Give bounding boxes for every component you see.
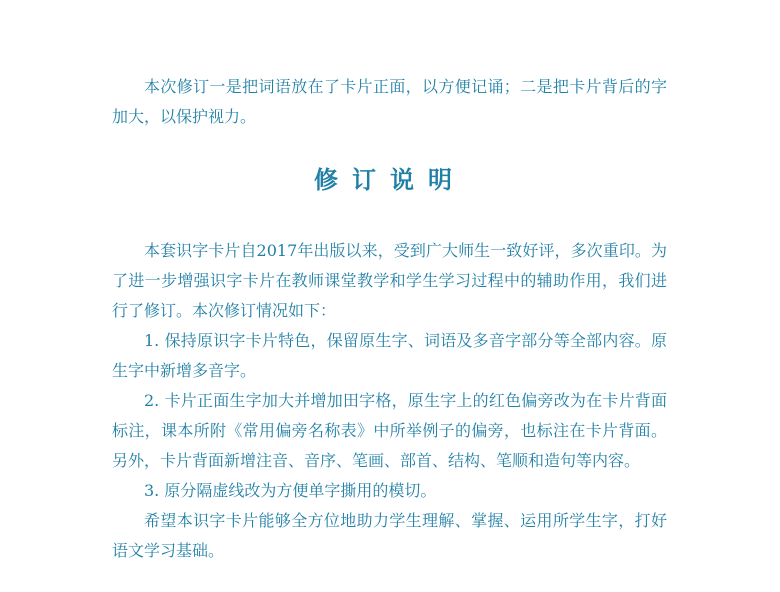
body-paragraph-intro: 本套识字卡片自2017年出版以来，受到广大师生一致好评，多次重印。为了进一步增强识字卡片在教师课堂教学和学生学习过程中的辅助作用，我们进行了修订。本次修订情况如下：: [112, 241, 667, 320]
intro-paragraph: 本次修订一是把词语放在了卡片正面，以方便记诵；二是把卡片背后的字加大，以保护视力。: [112, 77, 667, 126]
body-paragraph-item-2: 2. 卡片正面生字加大并增加田字格，原生字上的红色偏旁改为在卡片背面标注，课本所附《常用偏旁名称表》中所举例子的偏旁，也标注在卡片背面。另外，卡片背面新增注音、音序、笔画、部首、结构、笔顺和造句等内容。: [112, 391, 667, 470]
body-paragraph-item-1: 1. 保持原识字卡片特色，保留原生字、词语及多音字部分等全部内容。原生字中新增多音字。: [112, 331, 667, 380]
body-paragraph-closing: 希望本识字卡片能够全方位地助力学生理解、掌握、运用所学生字，打好语文学习基础。: [112, 511, 667, 560]
page-title: 修订说明: [314, 166, 466, 194]
body-paragraph-item-3: 3. 原分隔虚线改为方便单字撕用的模切。: [144, 481, 437, 500]
